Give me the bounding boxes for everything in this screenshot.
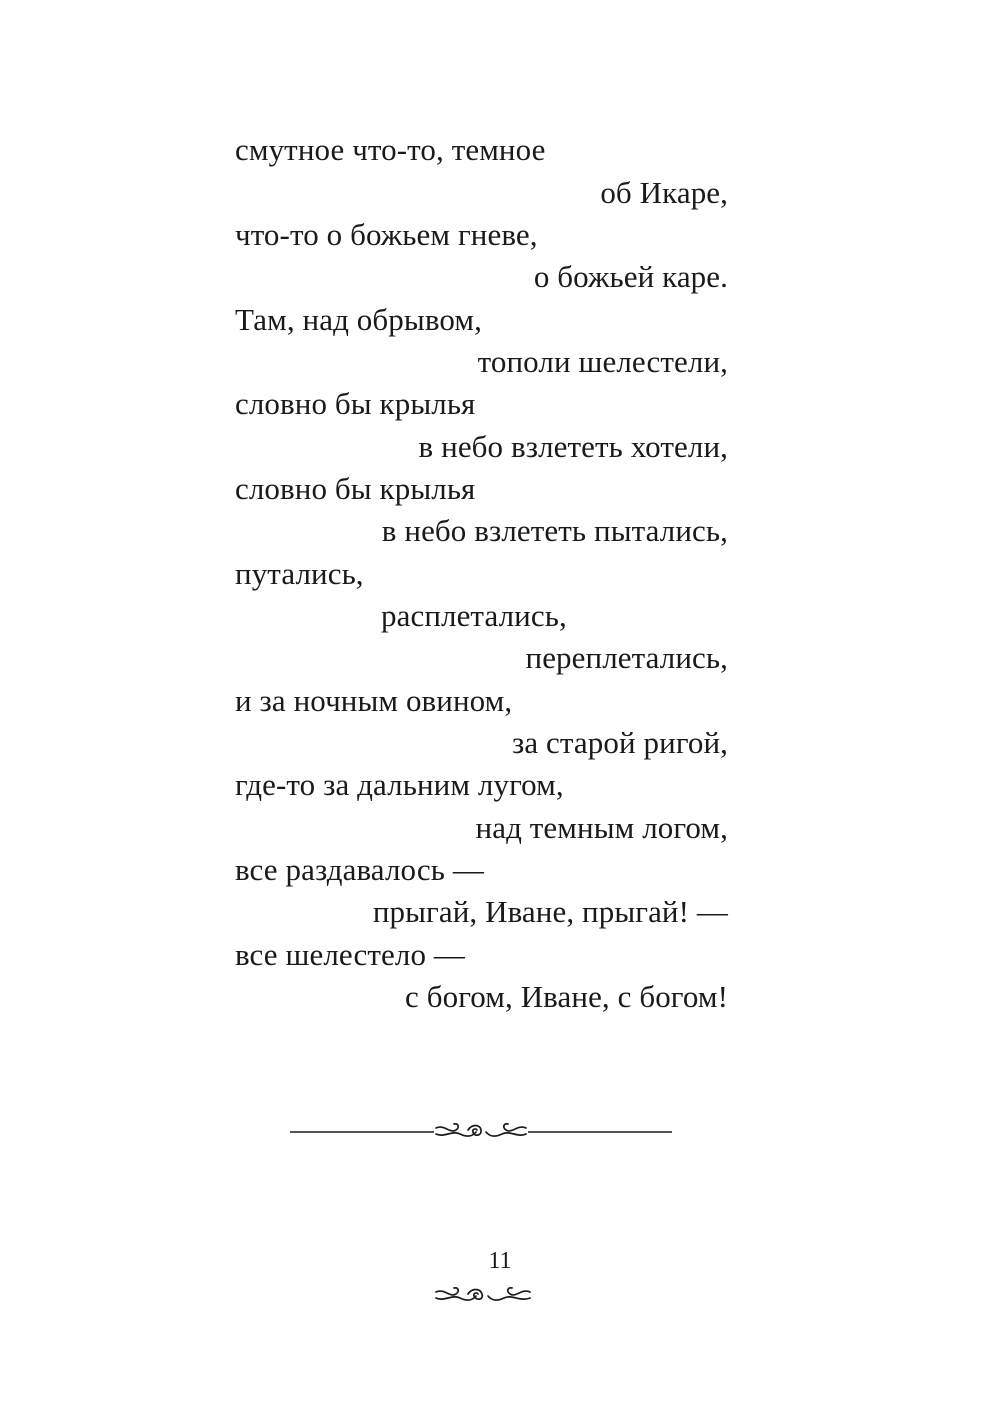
poem-line: за старой ригой, [511, 725, 728, 760]
poem-line: об Икаре, [600, 175, 728, 210]
poem-line: в небо взлететь хотели, [418, 429, 728, 464]
poem-line: в небо взлететь пытались, [381, 513, 728, 548]
poem-line: словно бы крылья [235, 386, 476, 421]
footer-ornament [434, 1283, 532, 1309]
poem-line: смутное что-то, темное [235, 132, 546, 167]
poem-line: с богом, Иване, с богом! [405, 979, 728, 1014]
poem-line: над темным логом, [475, 810, 728, 845]
poem-line: о божьей каре. [533, 259, 728, 294]
poem-line: прыгай, Иване, прыгай! — [372, 894, 728, 929]
poem-line: что-то о божьем гневе, [235, 217, 538, 252]
poem-line: где-то за дальним лугом, [235, 767, 564, 802]
poem-line: все раздавалось — [235, 852, 484, 887]
poem-line: все шелестело — [235, 937, 466, 972]
section-divider-ornament [290, 1118, 672, 1146]
poem-line: тополи шелестели, [477, 344, 728, 379]
poem-line: словно бы крылья [235, 471, 476, 506]
poem-line: путались, [235, 556, 364, 591]
poem-line: расплетались, [381, 598, 567, 633]
poem-line: переплетались, [525, 640, 728, 675]
poem-line: и за ночным овином, [235, 683, 513, 718]
poem-line: Там, над обрывом, [235, 302, 482, 337]
page-number: 11 [488, 1248, 512, 1274]
